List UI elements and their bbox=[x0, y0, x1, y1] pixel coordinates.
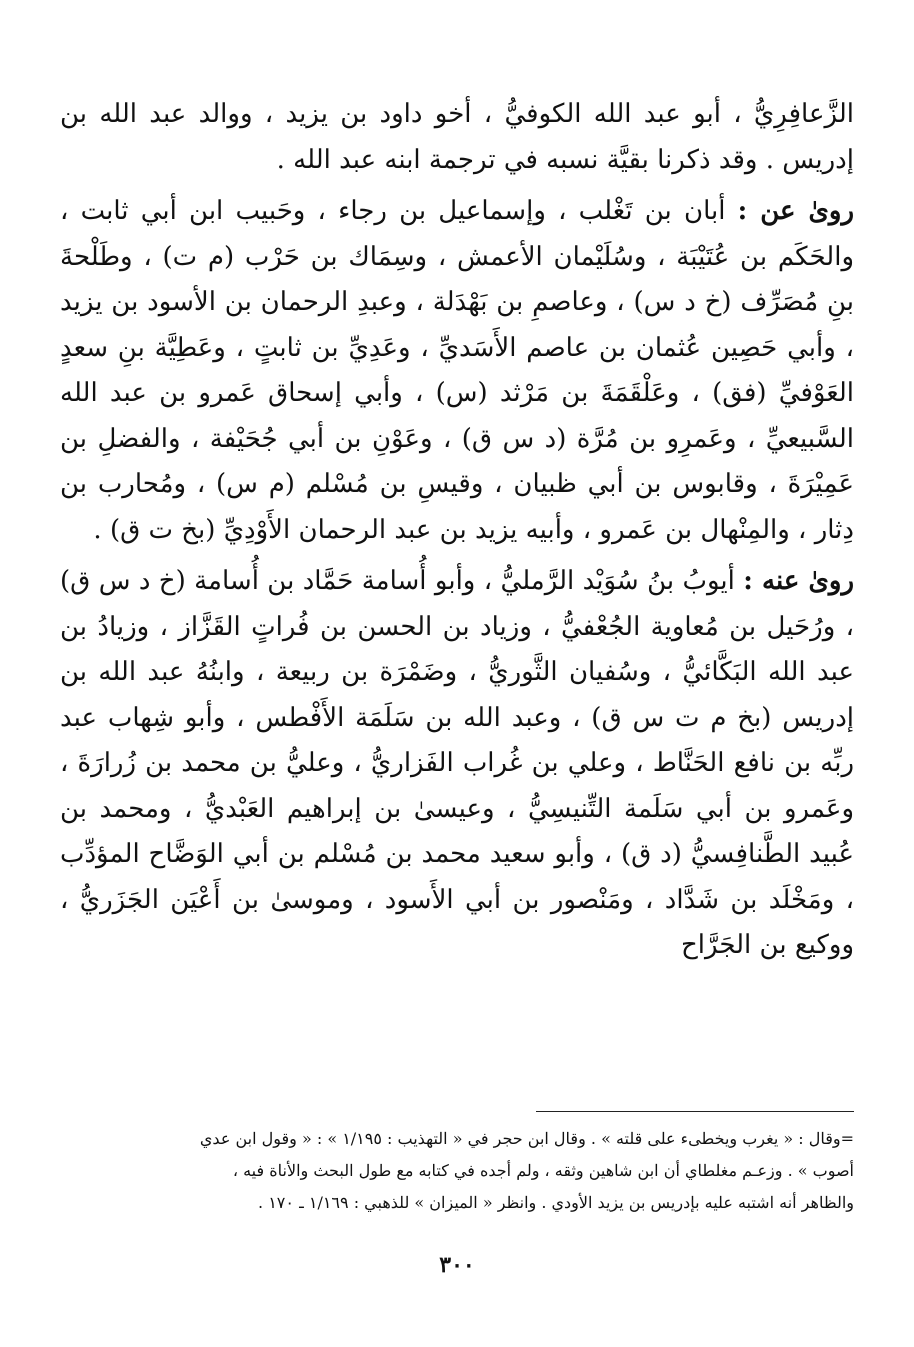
footnote-divider bbox=[536, 1111, 854, 1112]
footnote bbox=[52, 1123, 854, 1219]
narrated-from-text: أبان بن تَغْلب ، وإسماعيل بن رجاء ، وحَبيب ابن أبي ثابت ، والحَكَم بن عُتَيْبَة ، وسُلَيْمان الأعمش ، وسِمَاك بن حَرْب (م ت) ، وطَلْحةَ بنِ مُصَرِّف (خ د س) ، وعاصمِ بن بَهْدَلة ، وعبدِ الرحمان بن الأسود بن يزيد ، وأبي حَصِين عُثمان بن عاصم الأَسَديِّ ، وعَدِيِّ بن ثابتٍ ، وعَطِيَّة بنِ سعدٍ العَوْفيِّ (فق) ، وعَلْقَمَةَ بن مَرْثد (س) ، وأبي إسحاق عَمرو بن عبد الله السَّبيعيِّ ، وعَمرِو بن مُرَّة (د س ق) ، وعَوْنِ بن أبي جُحَيْفة ، والفضلِ بن عَمِيْرَةَ ، وقابوس بن أبي ظبيان ، وقيسِ بن مُسْلم (م س) ، ومُحارب بن دِثار ، والمِنْهال بن عَمرو ، وأبيه يزيد بن عبد الرحمان الأَوْدِيِّ (بخ ت ق) . bbox=[60, 196, 854, 545]
footnote-line: أصوب » . وزعـم مغلطاي أن ابن شاهين وثقه ، ولم أجده في كتابه مع طول البحث والأناة فيه ، bbox=[232, 1161, 854, 1180]
intro-paragraph: الزَّعافِرِيُّ ، أبو عبد الله الكوفيُّ ، أخو داود بن يزيد ، ووالد عبد الله بن إدريس . وقد ذكرنا بقيَّة نسبه في ترجمة ابنه عبد الله . bbox=[60, 99, 854, 175]
main-text bbox=[60, 92, 854, 975]
footnote-line: =وقال : « يغرب ويخطىء على قلته » . وقال ابن حجر في « التهذيب : ١/١٩٥ » : « وقول ابن عدي bbox=[199, 1129, 854, 1148]
footnote-line: والظاهر أنه اشتبه عليه بإدريس بن يزيد الأودي . وانظر « الميزان » للذهبي : ١/١٦٩ ـ ١٧٠ . bbox=[258, 1193, 854, 1212]
narrated-from-paragraph bbox=[60, 189, 854, 553]
narrated-by-paragraph bbox=[60, 559, 854, 969]
narrated-by-text: أيوبُ بنُ سُوَيْد الرَّمليُّ ، وأبو أُسامة حَمَّاد بن أُسامة (خ د س ق) ، ورُحَيل بن مُعاوية الجُعْفيُّ ، وزياد بن الحسن بن فُراتٍ القَزَّاز ، وزيادُ بن عبد الله البَكَّائيُّ ، وسُفيان الثَّوريُّ ، وضَمْرَة بن ربيعة ، وابنُهُ عبد الله بن إدريس (بخ م ت س ق) ، وعبد الله بن سَلَمَة الأَفْطس ، وأبو شِهاب عبد ربِّه بن نافع الحَنَّاط ، وعلي بن غُراب الفَزاريُّ ، وعليُّ بن محمد بن زُرارَةَ ، وعَمرو بن أبي سَلَمة التِّنيسِيُّ ، وعيسىٰ بن إبراهيم العَبْديُّ ، ومحمد بن عُبيد الطَّنافِسيُّ (د ق) ، وأبو سعيد محمد بن مُسْلم بن أبي الوَضَّاح المؤدِّب ، ومَخْلَد بن شَدَّاد ، ومَنْصور بن أبي الأَسود ، وموسىٰ بن أَعْيَن الجَزَريُّ ، ووكيع بن الجَرَّاح bbox=[60, 566, 855, 960]
page-number: ٣٠٠ bbox=[439, 1252, 475, 1278]
narrated-by-label: روىٰ عنه : bbox=[743, 566, 854, 596]
narrated-from-label: روىٰ عن : bbox=[737, 196, 855, 226]
